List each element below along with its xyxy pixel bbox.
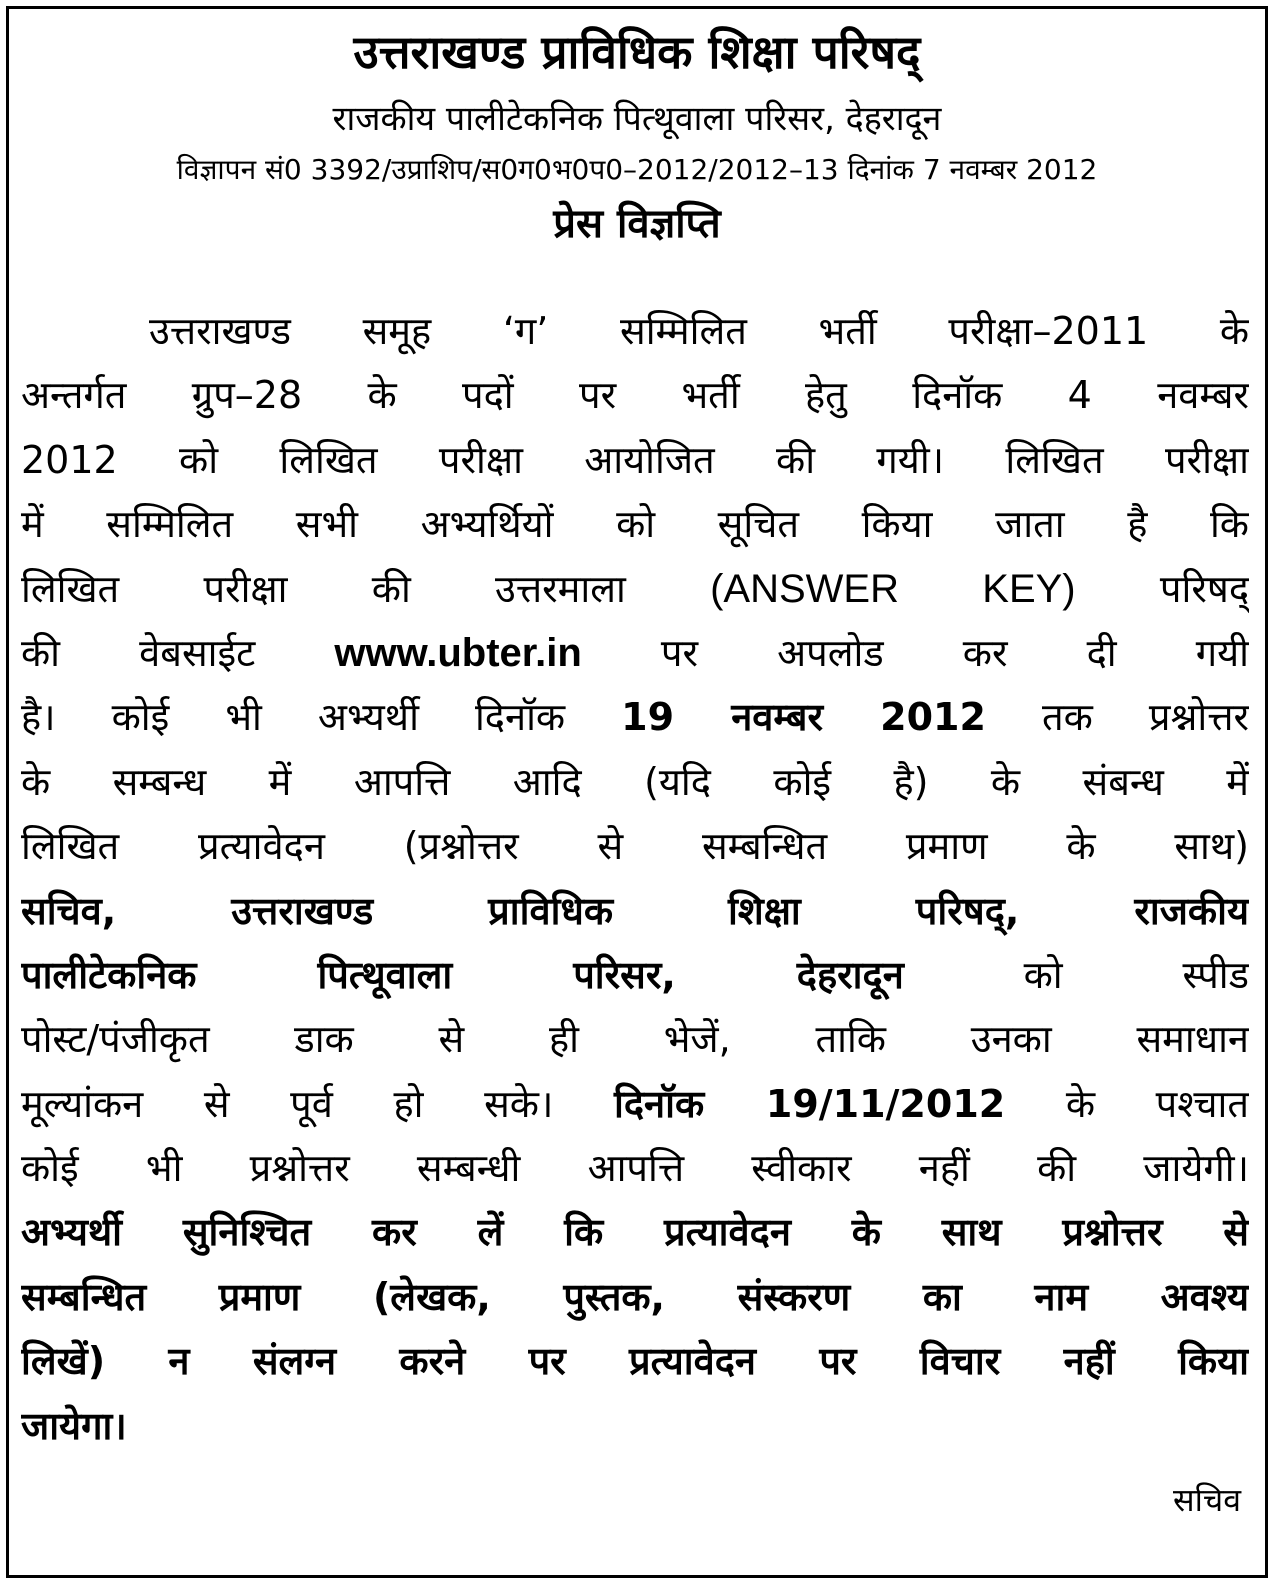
answer-key-label: (ANSWER KEY) <box>710 566 1076 611</box>
body-line-warning: लिखें) न संलग्न करने पर प्रत्यावेदन पर विचार नहीं किया <box>21 1339 1249 1384</box>
body-line: लिखित प्रत्यावेदन (प्रश्नोत्तर से सम्बन्धित प्रमाण के साथ) <box>21 824 1249 869</box>
body-line: पोस्ट/पंजीकृत डाक से ही भेजें, ताकि उनका समाधान <box>21 1017 1249 1062</box>
deadline-date: 19 नवम्बर 2012 <box>621 695 986 740</box>
council-name: उत्तराखण्ड प्राविधिक शिक्षा परिषद् <box>353 25 921 79</box>
notice-body <box>21 299 1249 1458</box>
body-line: अन्तर्गत ग्रुप–28 के पदों पर भर्ती हेतु दिनॉक 4 नवम्बर <box>21 373 1249 418</box>
cutoff-date: दिनॉक 19/11/2012 <box>614 1081 1006 1126</box>
body-line: उत्तराखण्ड समूह ‘ग’ सम्मिलित भर्ती परीक्षा–2011 के <box>149 309 1249 353</box>
body-line: में सम्मिलित सभी अभ्यर्थियों को सूचित किया जाता है कि <box>21 502 1249 547</box>
body-line-warning: सम्बन्धित प्रमाण (लेखक, पुस्तक, संस्करण का नाम अवश्य <box>21 1274 1249 1319</box>
body-line: 2012 को लिखित परीक्षा आयोजित की गयी। लिखित परीक्षा <box>21 437 1249 482</box>
body-line: की वेबसाईट www.ubter.in पर अपलोड कर दी गयी <box>21 630 1249 675</box>
body-line: मूल्यांकन से पूर्व हो सके। दिनॉक 19/11/2012 के पश्चात <box>21 1081 1249 1126</box>
body-line-warning: अभ्यर्थी सुनिश्चित कर लें कि प्रत्यावेदन के साथ प्रश्नोत्तर से <box>21 1210 1249 1255</box>
council-address: राजकीय पालीटेकनिक पित्थूवाला परिसर, देहरादून <box>332 99 942 139</box>
body-line: लिखित परीक्षा की उत्तरमाला (ANSWER KEY) परिषद् <box>21 566 1249 611</box>
body-line: के सम्बन्ध में आपत्ति आदि (यदि कोई है) के संबन्ध में <box>21 759 1249 804</box>
body-line-address: सचिव, उत्तराखण्ड प्राविधिक शिक्षा परिषद्, राजकीय <box>21 888 1249 933</box>
press-release-title: प्रेस विज्ञप्ति <box>553 201 721 247</box>
body-line-warning: जायेगा। <box>21 1403 127 1448</box>
body-line: है। कोई भी अभ्यर्थी दिनॉक 19 नवम्बर 2012 तक प्रश्नोत्तर <box>21 695 1249 740</box>
signatory: सचिव <box>1172 1481 1241 1519</box>
address-continued: पालीटेकनिक पित्थूवाला परिसर, देहरादून <box>21 952 904 997</box>
advertisement-reference: विज्ञापन सं0 3392/उप्राशिप/स0ग0भ0प0–2012/2012–13 दिनांक 7 नवम्बर 2012 <box>176 153 1098 186</box>
website-link[interactable]: www.ubter.in <box>334 630 582 675</box>
body-line: पालीटेकनिक पित्थूवाला परिसर, देहरादून को स्पीड <box>21 952 1249 997</box>
body-line: कोई भी प्रश्नोत्तर सम्बन्धी आपत्ति स्वीकार नहीं की जायेगी। <box>21 1146 1249 1191</box>
notice-frame <box>6 6 1268 1578</box>
